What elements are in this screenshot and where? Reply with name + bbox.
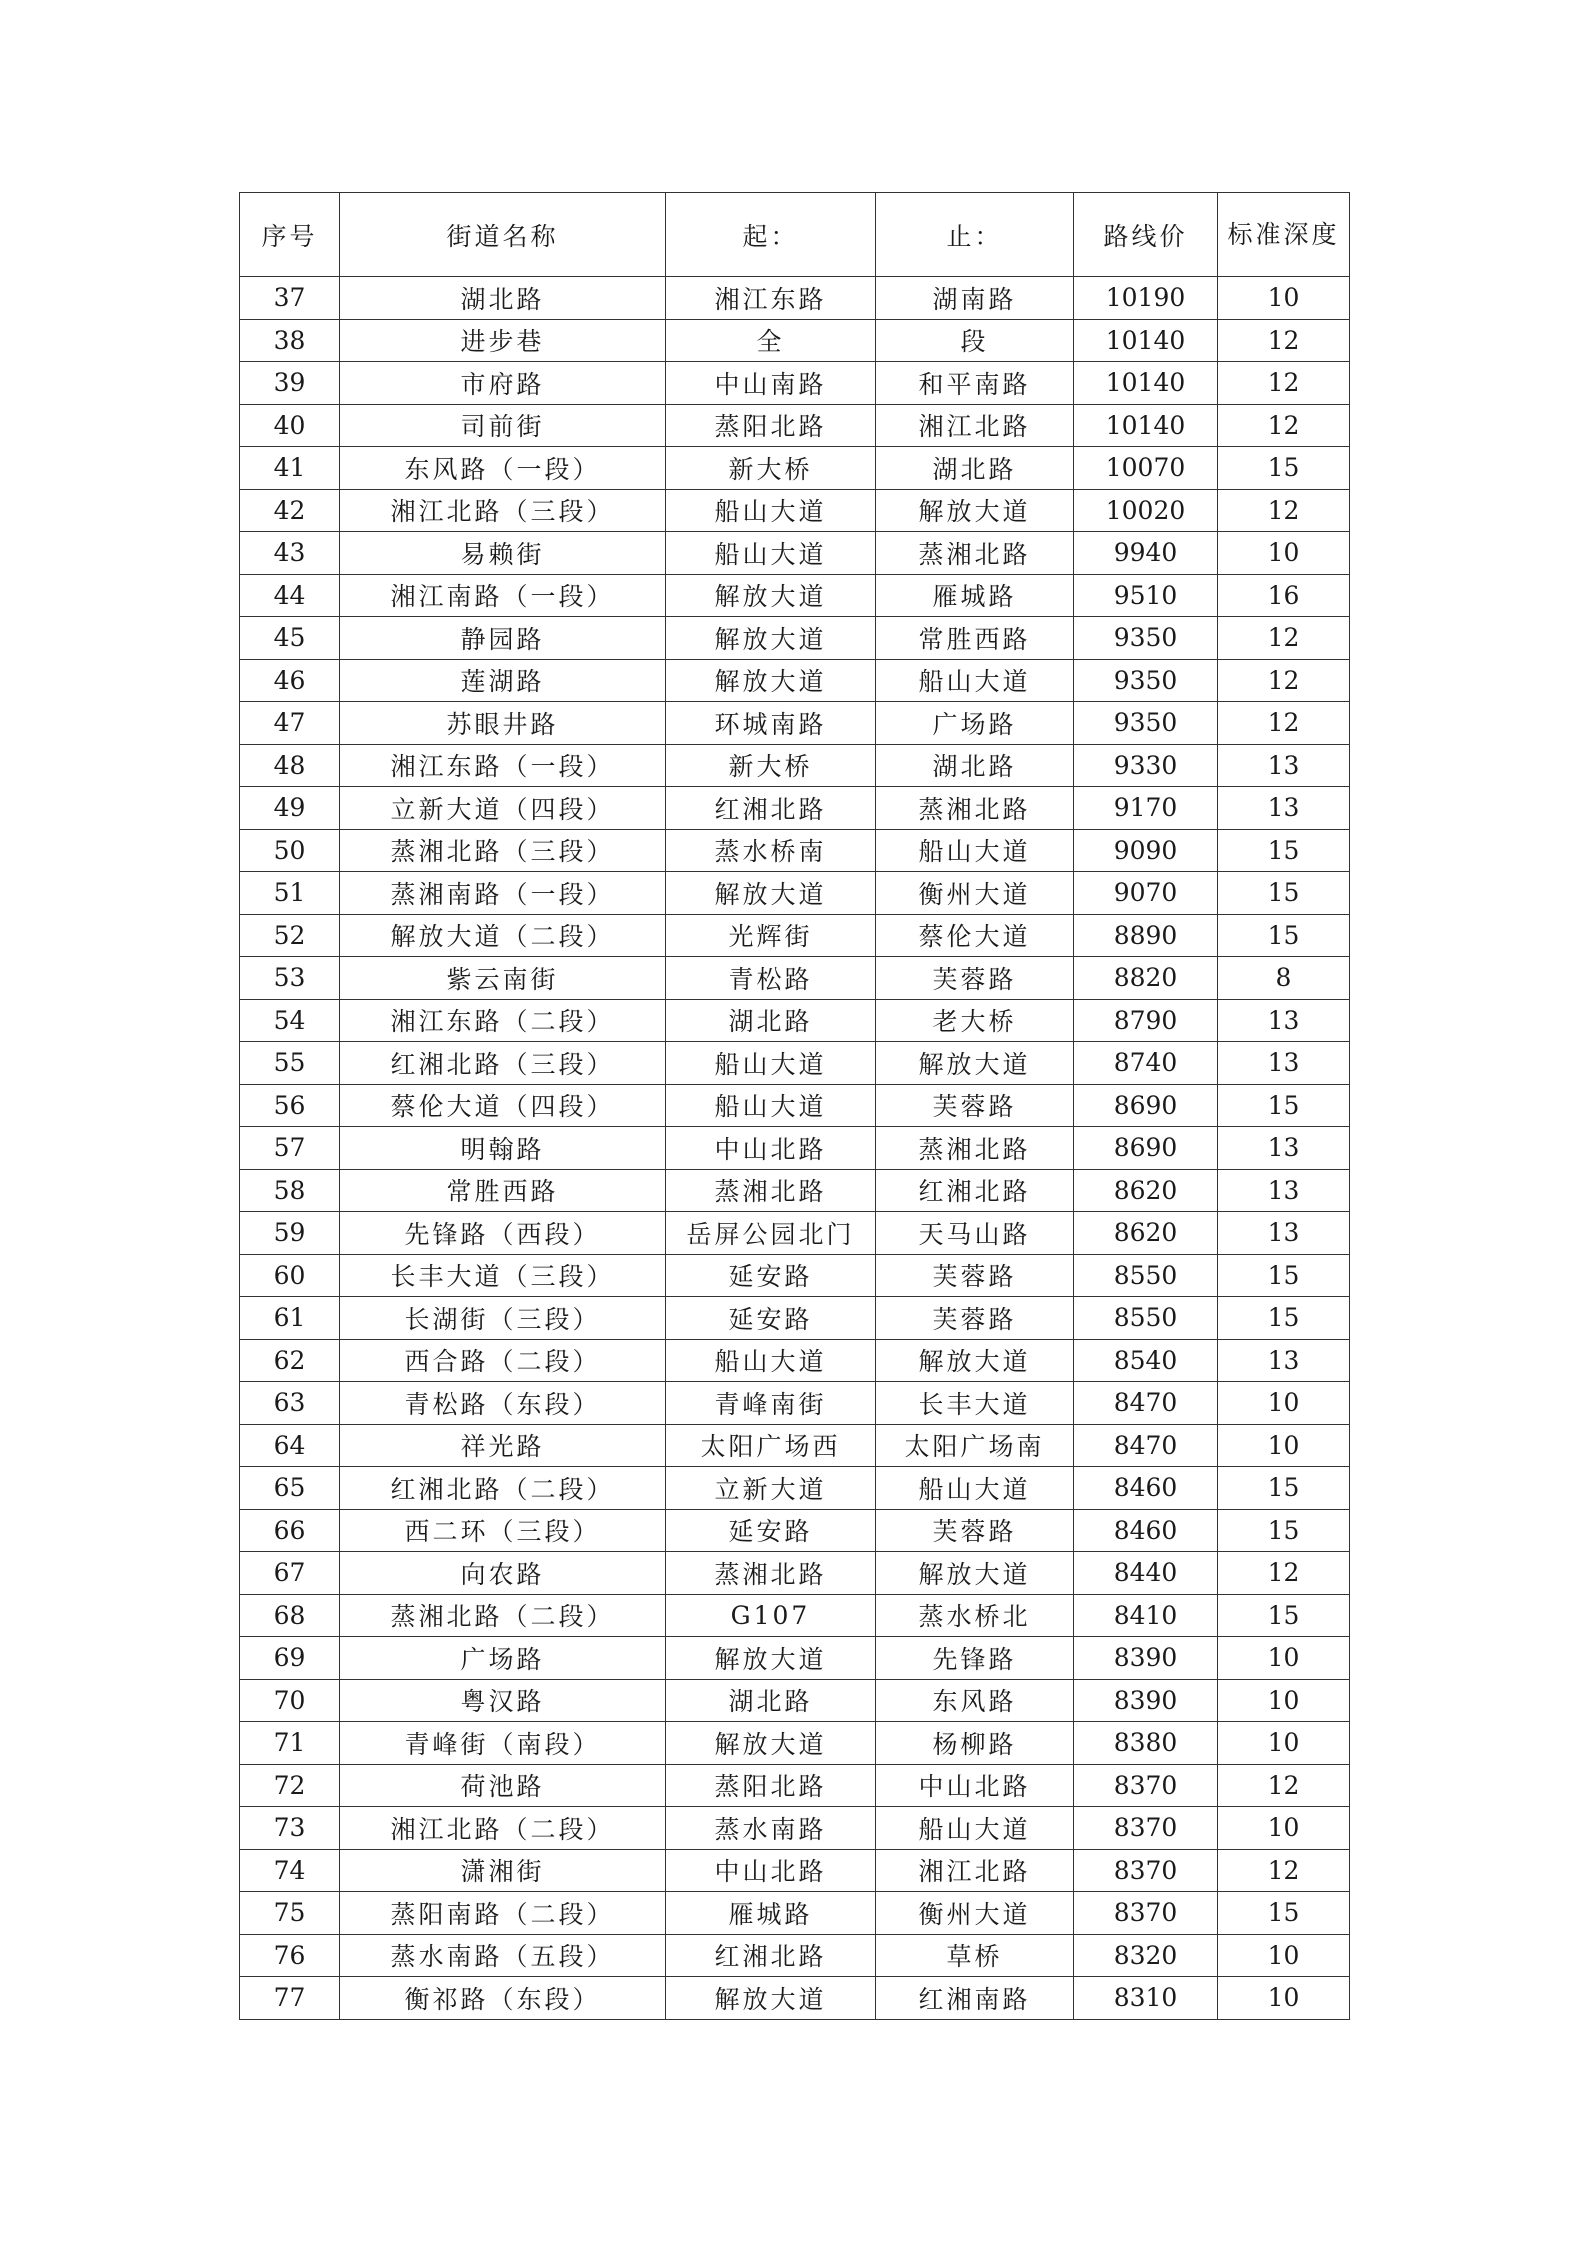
from-point: 船山大道: [666, 532, 876, 575]
to-point: 段: [876, 319, 1074, 362]
table-body: [240, 277, 1350, 2020]
standard-depth: 15: [1218, 1254, 1350, 1297]
table-row: [240, 1297, 1350, 1340]
row-index: 72: [240, 1764, 340, 1807]
from-point: 解放大道: [666, 1637, 876, 1680]
route-price: 9350: [1074, 617, 1218, 660]
to-point: 衡州大道: [876, 1892, 1074, 1935]
street-name: 衡祁路（东段）: [340, 1977, 666, 2020]
standard-depth: 12: [1218, 1849, 1350, 1892]
route-price: 8550: [1074, 1297, 1218, 1340]
table-row: [240, 702, 1350, 745]
table-row: [240, 659, 1350, 702]
to-point: 船山大道: [876, 1807, 1074, 1850]
route-price: 9350: [1074, 659, 1218, 702]
from-point: 新大桥: [666, 744, 876, 787]
standard-depth: 10: [1218, 1382, 1350, 1425]
street-name: 青峰街（南段）: [340, 1722, 666, 1765]
route-price: 10140: [1074, 362, 1218, 405]
row-index: 56: [240, 1084, 340, 1127]
to-point: 广场路: [876, 702, 1074, 745]
street-name: 红湘北路（三段）: [340, 1042, 666, 1085]
to-point: 先锋路: [876, 1637, 1074, 1680]
to-point: 湖南路: [876, 277, 1074, 320]
street-name: 立新大道（四段）: [340, 787, 666, 830]
standard-depth: 13: [1218, 999, 1350, 1042]
to-point: 常胜西路: [876, 617, 1074, 660]
street-name: 长丰大道（三段）: [340, 1254, 666, 1297]
street-name: 广场路: [340, 1637, 666, 1680]
table-row: [240, 744, 1350, 787]
standard-depth: 12: [1218, 319, 1350, 362]
table-row: [240, 1594, 1350, 1637]
from-point: 雁城路: [666, 1892, 876, 1935]
to-point: 红湘北路: [876, 1169, 1074, 1212]
standard-depth: 12: [1218, 702, 1350, 745]
street-name: 市府路: [340, 362, 666, 405]
street-name: 蒸水南路（五段）: [340, 1934, 666, 1977]
route-price: 8440: [1074, 1552, 1218, 1595]
street-name: 湘江北路（三段）: [340, 489, 666, 532]
to-point: 芙蓉路: [876, 1509, 1074, 1552]
to-point: 杨柳路: [876, 1722, 1074, 1765]
row-index: 54: [240, 999, 340, 1042]
route-price: 8370: [1074, 1764, 1218, 1807]
route-price: 8620: [1074, 1169, 1218, 1212]
row-index: 52: [240, 914, 340, 957]
standard-depth: 10: [1218, 1977, 1350, 2020]
street-name: 青松路（东段）: [340, 1382, 666, 1425]
row-index: 53: [240, 957, 340, 1000]
route-price: 8790: [1074, 999, 1218, 1042]
route-price: 8890: [1074, 914, 1218, 957]
street-name: 向农路: [340, 1552, 666, 1595]
street-name: 蒸湘北路（三段）: [340, 829, 666, 872]
row-index: 69: [240, 1637, 340, 1680]
table-row: [240, 1424, 1350, 1467]
to-point: 太阳广场南: [876, 1424, 1074, 1467]
standard-depth: 10: [1218, 1722, 1350, 1765]
table-row: [240, 1892, 1350, 1935]
standard-depth: 15: [1218, 1892, 1350, 1935]
from-point: 蒸湘北路: [666, 1169, 876, 1212]
street-name: 潇湘街: [340, 1849, 666, 1892]
standard-depth: 10: [1218, 1424, 1350, 1467]
street-name: 蔡伦大道（四段）: [340, 1084, 666, 1127]
street-name: 湘江南路（一段）: [340, 574, 666, 617]
street-name: 静园路: [340, 617, 666, 660]
standard-depth: 12: [1218, 1552, 1350, 1595]
table-row: [240, 1254, 1350, 1297]
route-price: 10190: [1074, 277, 1218, 320]
table-row: [240, 1509, 1350, 1552]
standard-depth: 12: [1218, 404, 1350, 447]
route-price: 8370: [1074, 1807, 1218, 1850]
header-from: 起：: [666, 193, 876, 277]
row-index: 66: [240, 1509, 340, 1552]
from-point: 新大桥: [666, 447, 876, 490]
street-name: 红湘北路（二段）: [340, 1467, 666, 1510]
standard-depth: 13: [1218, 1042, 1350, 1085]
table-row: [240, 362, 1350, 405]
row-index: 50: [240, 829, 340, 872]
row-index: 48: [240, 744, 340, 787]
street-name: 西合路（二段）: [340, 1339, 666, 1382]
street-name: 解放大道（二段）: [340, 914, 666, 957]
street-name: 西二环（三段）: [340, 1509, 666, 1552]
row-index: 62: [240, 1339, 340, 1382]
to-point: 解放大道: [876, 1339, 1074, 1382]
from-point: G107: [666, 1594, 876, 1637]
to-point: 解放大道: [876, 1042, 1074, 1085]
to-point: 和平南路: [876, 362, 1074, 405]
route-price: 10140: [1074, 319, 1218, 362]
table-row: [240, 1382, 1350, 1425]
route-price: 8820: [1074, 957, 1218, 1000]
from-point: 红湘北路: [666, 1934, 876, 1977]
standard-depth: 13: [1218, 1212, 1350, 1255]
street-name: 进步巷: [340, 319, 666, 362]
row-index: 58: [240, 1169, 340, 1212]
street-name: 荷池路: [340, 1764, 666, 1807]
from-point: 蒸湘北路: [666, 1552, 876, 1595]
standard-depth: 10: [1218, 277, 1350, 320]
from-point: 太阳广场西: [666, 1424, 876, 1467]
to-point: 红湘南路: [876, 1977, 1074, 2020]
from-point: 红湘北路: [666, 787, 876, 830]
to-point: 船山大道: [876, 1467, 1074, 1510]
table-row: [240, 277, 1350, 320]
route-price: 8620: [1074, 1212, 1218, 1255]
from-point: 解放大道: [666, 872, 876, 915]
route-price: 8550: [1074, 1254, 1218, 1297]
from-point: 蒸阳北路: [666, 404, 876, 447]
route-price: 9070: [1074, 872, 1218, 915]
row-index: 76: [240, 1934, 340, 1977]
standard-depth: 10: [1218, 1637, 1350, 1680]
from-point: 延安路: [666, 1254, 876, 1297]
row-index: 44: [240, 574, 340, 617]
table-row: [240, 829, 1350, 872]
table-row: [240, 1764, 1350, 1807]
from-point: 解放大道: [666, 1722, 876, 1765]
route-price: 8460: [1074, 1509, 1218, 1552]
from-point: 船山大道: [666, 1084, 876, 1127]
row-index: 60: [240, 1254, 340, 1297]
table-row: [240, 404, 1350, 447]
table-row: [240, 1977, 1350, 2020]
to-point: 衡州大道: [876, 872, 1074, 915]
header-route-price: 路线价: [1074, 193, 1218, 277]
from-point: 中山北路: [666, 1127, 876, 1170]
standard-depth: 10: [1218, 1807, 1350, 1850]
route-price: 8370: [1074, 1892, 1218, 1935]
standard-depth: 15: [1218, 1084, 1350, 1127]
table-row: [240, 1042, 1350, 1085]
standard-depth: 10: [1218, 532, 1350, 575]
table-row: [240, 1339, 1350, 1382]
table-row: [240, 1467, 1350, 1510]
table-row: [240, 999, 1350, 1042]
to-point: 船山大道: [876, 829, 1074, 872]
row-index: 63: [240, 1382, 340, 1425]
row-index: 73: [240, 1807, 340, 1850]
route-price: 8690: [1074, 1084, 1218, 1127]
from-point: 青松路: [666, 957, 876, 1000]
route-price: 9170: [1074, 787, 1218, 830]
from-point: 环城南路: [666, 702, 876, 745]
table-row: [240, 574, 1350, 617]
to-point: 湘江北路: [876, 1849, 1074, 1892]
route-price: 9330: [1074, 744, 1218, 787]
route-price: 9350: [1074, 702, 1218, 745]
to-point: 湖北路: [876, 447, 1074, 490]
standard-depth: 15: [1218, 872, 1350, 915]
to-point: 蔡伦大道: [876, 914, 1074, 957]
row-index: 39: [240, 362, 340, 405]
route-price: 10070: [1074, 447, 1218, 490]
table-row: [240, 1807, 1350, 1850]
to-point: 草桥: [876, 1934, 1074, 1977]
standard-depth: 15: [1218, 914, 1350, 957]
standard-depth: 12: [1218, 362, 1350, 405]
to-point: 湖北路: [876, 744, 1074, 787]
row-index: 70: [240, 1679, 340, 1722]
to-point: 湘江北路: [876, 404, 1074, 447]
route-price: 8460: [1074, 1467, 1218, 1510]
to-point: 老大桥: [876, 999, 1074, 1042]
from-point: 岳屏公园北门: [666, 1212, 876, 1255]
table-row: [240, 447, 1350, 490]
header-standard-depth: 标准深度: [1218, 193, 1350, 277]
row-index: 65: [240, 1467, 340, 1510]
street-name: 湘江东路（一段）: [340, 744, 666, 787]
row-index: 51: [240, 872, 340, 915]
street-name: 明翰路: [340, 1127, 666, 1170]
table-row: [240, 1849, 1350, 1892]
road-price-table: [239, 192, 1350, 2020]
route-price: 8380: [1074, 1722, 1218, 1765]
standard-depth: 16: [1218, 574, 1350, 617]
from-point: 湖北路: [666, 1679, 876, 1722]
table-row: [240, 787, 1350, 830]
standard-depth: 15: [1218, 1594, 1350, 1637]
to-point: 天马山路: [876, 1212, 1074, 1255]
row-index: 77: [240, 1977, 340, 2020]
standard-depth: 8: [1218, 957, 1350, 1000]
row-index: 43: [240, 532, 340, 575]
standard-depth: 15: [1218, 829, 1350, 872]
standard-depth: 12: [1218, 617, 1350, 660]
row-index: 55: [240, 1042, 340, 1085]
route-price: 8310: [1074, 1977, 1218, 2020]
street-name: 先锋路（西段）: [340, 1212, 666, 1255]
row-index: 37: [240, 277, 340, 320]
street-name: 蒸湘南路（一段）: [340, 872, 666, 915]
from-point: 船山大道: [666, 1042, 876, 1085]
from-point: 船山大道: [666, 489, 876, 532]
from-point: 全: [666, 319, 876, 362]
row-index: 42: [240, 489, 340, 532]
street-name: 湘江东路（二段）: [340, 999, 666, 1042]
table-row: [240, 617, 1350, 660]
row-index: 59: [240, 1212, 340, 1255]
from-point: 光辉街: [666, 914, 876, 957]
row-index: 57: [240, 1127, 340, 1170]
to-point: 中山北路: [876, 1764, 1074, 1807]
route-price: 10140: [1074, 404, 1218, 447]
standard-depth: 13: [1218, 1127, 1350, 1170]
row-index: 67: [240, 1552, 340, 1595]
to-point: 船山大道: [876, 659, 1074, 702]
standard-depth: 13: [1218, 1339, 1350, 1382]
to-point: 解放大道: [876, 1552, 1074, 1595]
table-row: [240, 1679, 1350, 1722]
from-point: 蒸水南路: [666, 1807, 876, 1850]
route-price: 8470: [1074, 1382, 1218, 1425]
street-name: 祥光路: [340, 1424, 666, 1467]
row-index: 61: [240, 1297, 340, 1340]
route-price: 9090: [1074, 829, 1218, 872]
table-row: [240, 319, 1350, 362]
street-name: 司前街: [340, 404, 666, 447]
table-row: [240, 914, 1350, 957]
street-name: 湘江北路（二段）: [340, 1807, 666, 1850]
to-point: 蒸水桥北: [876, 1594, 1074, 1637]
standard-depth: 13: [1218, 1169, 1350, 1212]
street-name: 苏眼井路: [340, 702, 666, 745]
table-row: [240, 1637, 1350, 1680]
table-row: [240, 1552, 1350, 1595]
standard-depth: 15: [1218, 447, 1350, 490]
to-point: 东风路: [876, 1679, 1074, 1722]
street-name: 莲湖路: [340, 659, 666, 702]
standard-depth: 10: [1218, 1679, 1350, 1722]
from-point: 湘江东路: [666, 277, 876, 320]
header-to: 止：: [876, 193, 1074, 277]
header-row: [240, 193, 1350, 277]
street-name: 东风路（一段）: [340, 447, 666, 490]
to-point: 芙蓉路: [876, 1254, 1074, 1297]
from-point: 延安路: [666, 1297, 876, 1340]
standard-depth: 15: [1218, 1509, 1350, 1552]
from-point: 蒸水桥南: [666, 829, 876, 872]
from-point: 中山北路: [666, 1849, 876, 1892]
street-name: 长湖街（三段）: [340, 1297, 666, 1340]
row-index: 75: [240, 1892, 340, 1935]
to-point: 解放大道: [876, 489, 1074, 532]
table-row: [240, 489, 1350, 532]
from-point: 中山南路: [666, 362, 876, 405]
row-index: 38: [240, 319, 340, 362]
standard-depth: 15: [1218, 1297, 1350, 1340]
route-price: 8370: [1074, 1849, 1218, 1892]
route-price: 8390: [1074, 1679, 1218, 1722]
from-point: 湖北路: [666, 999, 876, 1042]
street-name: 蒸湘北路（二段）: [340, 1594, 666, 1637]
street-name: 紫云南街: [340, 957, 666, 1000]
row-index: 64: [240, 1424, 340, 1467]
route-price: 10020: [1074, 489, 1218, 532]
header-street-name: 街道名称: [340, 193, 666, 277]
to-point: 长丰大道: [876, 1382, 1074, 1425]
standard-depth: 13: [1218, 787, 1350, 830]
table-row: [240, 1212, 1350, 1255]
table-row: [240, 1722, 1350, 1765]
from-point: 青峰南街: [666, 1382, 876, 1425]
route-price: 8410: [1074, 1594, 1218, 1637]
route-price: 8320: [1074, 1934, 1218, 1977]
table-row: [240, 1169, 1350, 1212]
row-index: 71: [240, 1722, 340, 1765]
to-point: 芙蓉路: [876, 957, 1074, 1000]
from-point: 立新大道: [666, 1467, 876, 1510]
street-name: 蒸阳南路（二段）: [340, 1892, 666, 1935]
to-point: 蒸湘北路: [876, 787, 1074, 830]
route-price: 9940: [1074, 532, 1218, 575]
table-row: [240, 957, 1350, 1000]
table-row: [240, 872, 1350, 915]
from-point: 船山大道: [666, 1339, 876, 1382]
standard-depth: 10: [1218, 1934, 1350, 1977]
row-index: 74: [240, 1849, 340, 1892]
header-index: 序号: [240, 193, 340, 277]
to-point: 芙蓉路: [876, 1297, 1074, 1340]
to-point: 蒸湘北路: [876, 532, 1074, 575]
standard-depth: 12: [1218, 489, 1350, 532]
row-index: 40: [240, 404, 340, 447]
street-name: 易赖街: [340, 532, 666, 575]
table-row: [240, 1127, 1350, 1170]
route-price: 9510: [1074, 574, 1218, 617]
standard-depth: 13: [1218, 744, 1350, 787]
table-row: [240, 1084, 1350, 1127]
row-index: 41: [240, 447, 340, 490]
row-index: 47: [240, 702, 340, 745]
route-price: 8690: [1074, 1127, 1218, 1170]
standard-depth: 15: [1218, 1467, 1350, 1510]
row-index: 46: [240, 659, 340, 702]
street-name: 常胜西路: [340, 1169, 666, 1212]
table-row: [240, 532, 1350, 575]
route-price: 8740: [1074, 1042, 1218, 1085]
route-price: 8390: [1074, 1637, 1218, 1680]
from-point: 解放大道: [666, 1977, 876, 2020]
row-index: 68: [240, 1594, 340, 1637]
route-price: 8470: [1074, 1424, 1218, 1467]
row-index: 45: [240, 617, 340, 660]
to-point: 雁城路: [876, 574, 1074, 617]
from-point: 解放大道: [666, 659, 876, 702]
street-name: 湖北路: [340, 277, 666, 320]
from-point: 解放大道: [666, 617, 876, 660]
to-point: 芙蓉路: [876, 1084, 1074, 1127]
street-name: 粤汉路: [340, 1679, 666, 1722]
table-row: [240, 1934, 1350, 1977]
route-price: 8540: [1074, 1339, 1218, 1382]
from-point: 解放大道: [666, 574, 876, 617]
from-point: 蒸阳北路: [666, 1764, 876, 1807]
from-point: 延安路: [666, 1509, 876, 1552]
row-index: 49: [240, 787, 340, 830]
to-point: 蒸湘北路: [876, 1127, 1074, 1170]
standard-depth: 12: [1218, 1764, 1350, 1807]
standard-depth: 12: [1218, 659, 1350, 702]
